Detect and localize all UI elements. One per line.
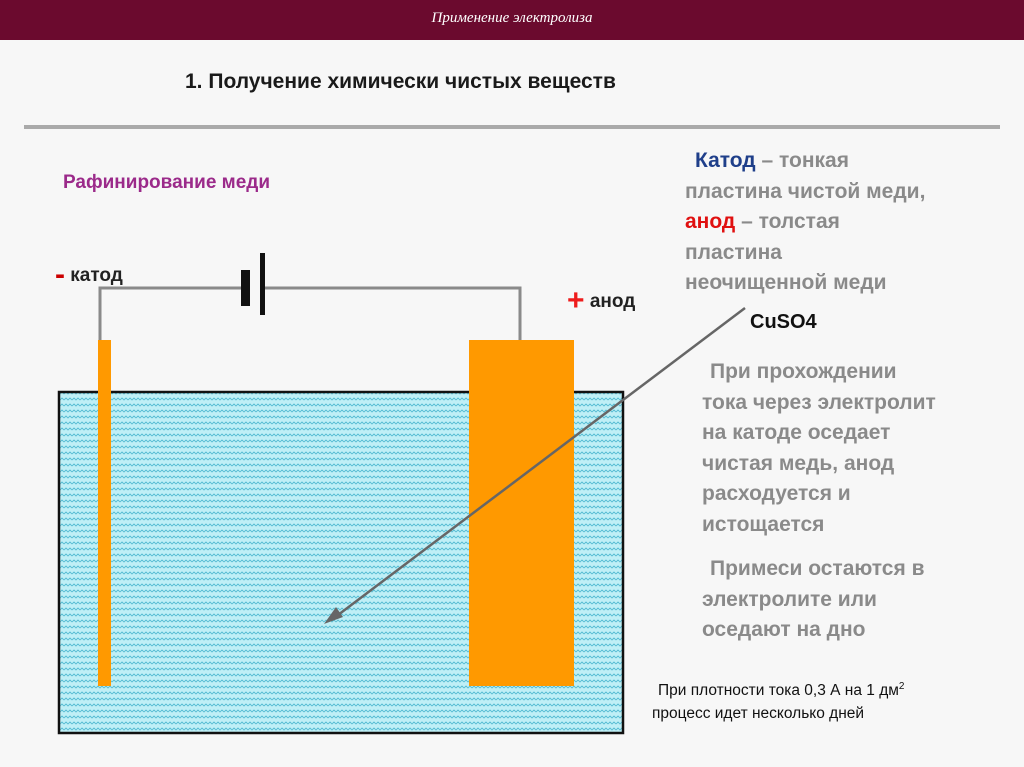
battery-negative-plate <box>241 270 250 306</box>
page-title: 1. Получение химически чистых веществ <box>185 70 616 93</box>
wire-cathode <box>100 288 243 342</box>
cathode-term: Катод <box>695 149 756 172</box>
anode-label <box>567 284 635 318</box>
cathode-label-text: катод <box>70 265 123 286</box>
impurities-description: Примеси остаются в электролите или оседают на дно <box>702 557 925 641</box>
diagram-subtitle: Рафинирование меди <box>63 172 271 193</box>
electrolyte-label: CuSO4 <box>750 311 817 333</box>
current-density-note: При плотности тока 0,3 А на 1 $дм^2$ процесс идет несколько дней <box>652 681 905 722</box>
cathode-label <box>55 258 123 292</box>
cathode-plate <box>98 340 111 686</box>
anode-label-text: анод <box>589 291 636 312</box>
battery-positive-plate <box>260 253 265 315</box>
plus-sign: + <box>567 284 585 317</box>
wire-anode <box>262 288 520 340</box>
minus-sign: - <box>55 258 65 291</box>
definition-text: Катод – тонкая пластина чистой меди, анод – толстая пластина неочищенной меди <box>685 149 926 294</box>
anode-term: анод <box>685 210 736 233</box>
anode-plate <box>469 340 574 686</box>
process-description: При прохождении тока через электролит на катоде оседает чистая медь, анод расходуется и истощается <box>702 360 936 536</box>
slide-header-title: Применение электролиза <box>431 10 593 26</box>
